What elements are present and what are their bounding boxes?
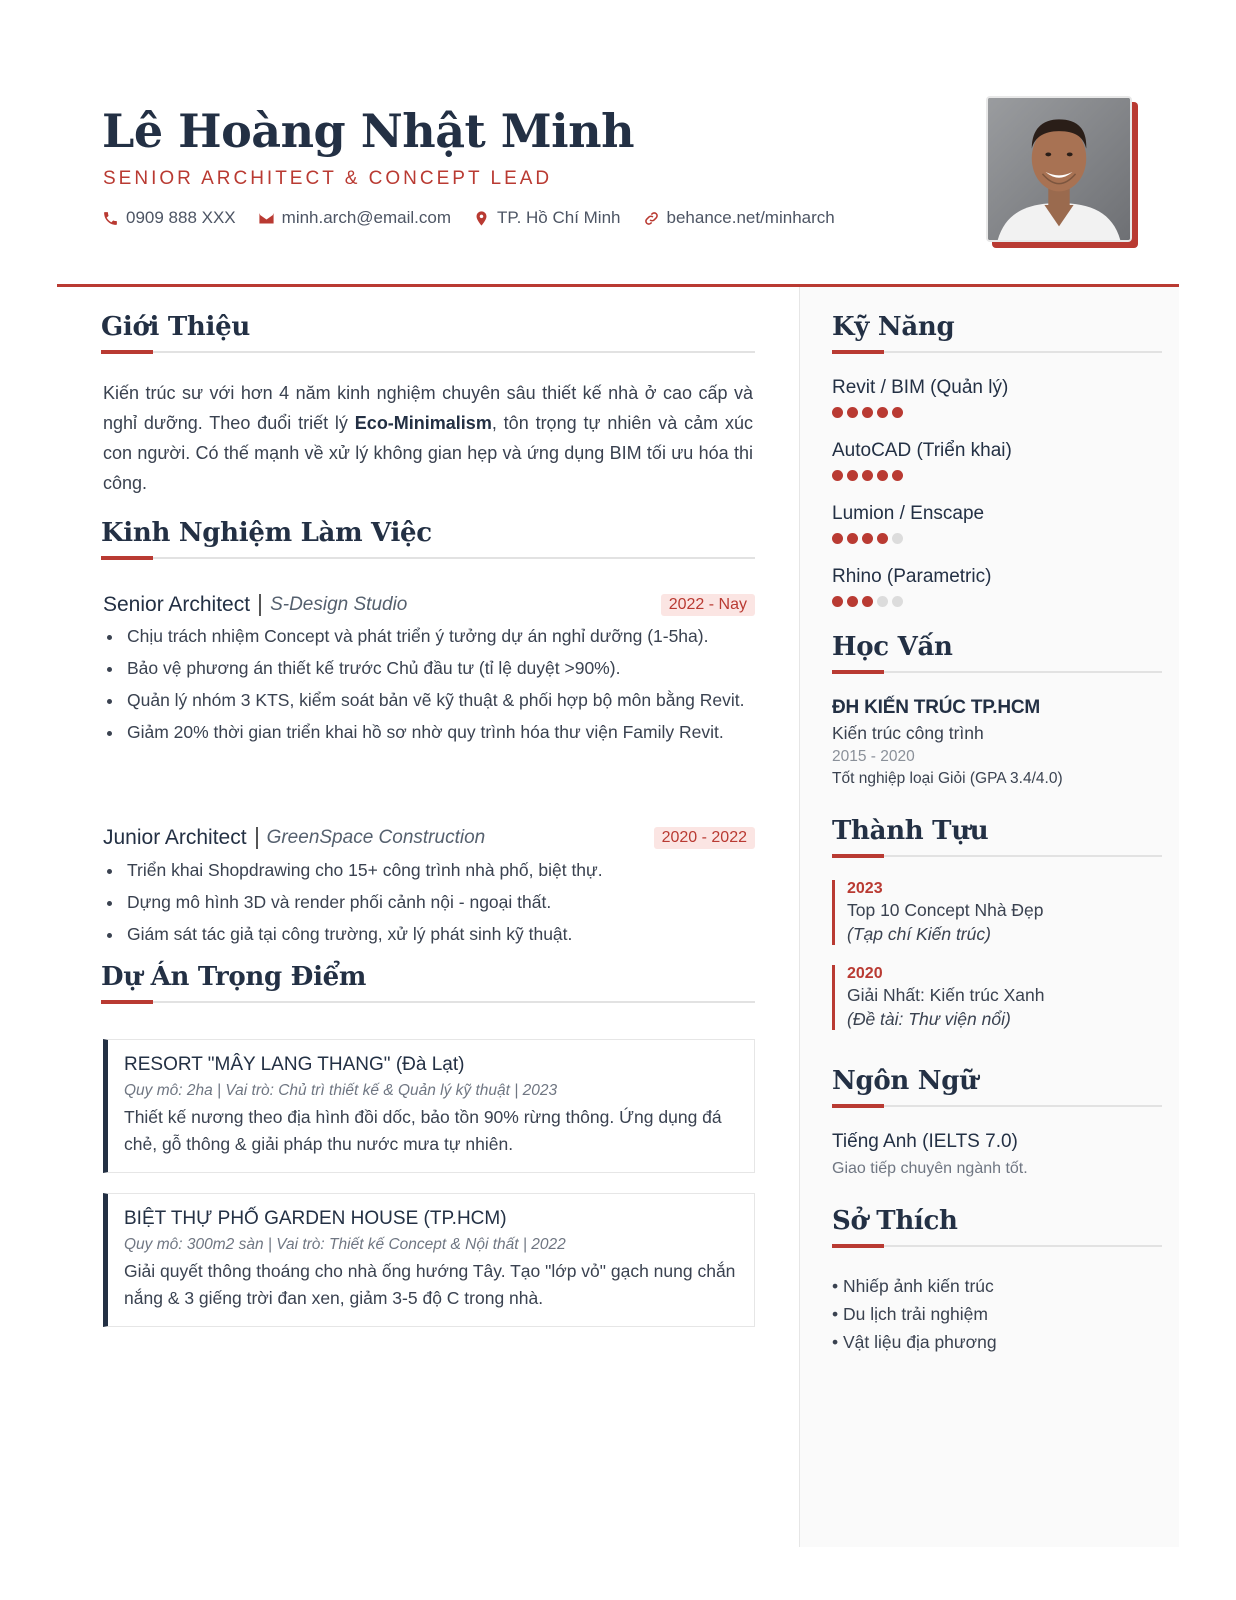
link-icon bbox=[643, 210, 660, 227]
website-text: behance.net/minharch bbox=[666, 208, 835, 227]
section-intro bbox=[101, 312, 755, 355]
job-company: GreenSpace Construction bbox=[266, 827, 486, 848]
envelope-icon bbox=[258, 210, 275, 227]
skill-rating bbox=[832, 407, 1162, 418]
section-rule bbox=[832, 1103, 1162, 1109]
job-header bbox=[103, 825, 755, 851]
portrait-image bbox=[988, 98, 1130, 240]
rating-dot-filled bbox=[862, 533, 873, 544]
education-entry bbox=[832, 697, 1162, 788]
list-item: Giám sát tác giả tại công trường, xử lý phát sinh kỹ thuật. bbox=[103, 921, 755, 948]
list-item: Chịu trách nhiệm Concept và phát triển ý tưởng dự án nghỉ dưỡng (1-5ha). bbox=[103, 623, 755, 650]
education-major: Kiến trúc công trình bbox=[832, 723, 984, 743]
award-source: (Tạp chí Kiến trúc) bbox=[847, 924, 991, 944]
skill-rating bbox=[832, 533, 1162, 544]
education-note: Tốt nghiệp loại Giỏi (GPA 3.4/4.0) bbox=[832, 770, 1063, 787]
project-title: BIỆT THỰ PHỐ GARDEN HOUSE (TP.HCM) bbox=[124, 1208, 507, 1229]
contact-phone[interactable] bbox=[102, 208, 236, 228]
list-item: • Vật liệu địa phương bbox=[832, 1328, 997, 1356]
section-skills bbox=[832, 312, 1162, 355]
job-role: Junior Architect bbox=[103, 826, 247, 849]
rating-dot-filled bbox=[847, 407, 858, 418]
section-rule bbox=[101, 555, 755, 561]
rating-dot-filled bbox=[862, 596, 873, 607]
rating-dot-empty bbox=[877, 596, 888, 607]
skill-rating bbox=[832, 596, 1162, 607]
skill-rating bbox=[832, 470, 1162, 481]
section-rule bbox=[832, 1243, 1162, 1249]
award-item bbox=[832, 880, 1162, 945]
section-education bbox=[832, 632, 1162, 675]
hobby-list bbox=[832, 1272, 997, 1356]
section-heading: Sở Thích bbox=[832, 1206, 958, 1236]
rating-dot-empty bbox=[892, 533, 903, 544]
section-heading: Thành Tựu bbox=[832, 816, 989, 846]
list-item: • Du lịch trải nghiệm bbox=[832, 1300, 997, 1328]
rating-dot-filled bbox=[832, 470, 843, 481]
email-text: minh.arch@email.com bbox=[281, 208, 452, 227]
section-experience bbox=[101, 518, 755, 561]
project-meta: Quy mô: 2ha | Vai trò: Chủ trì thiết kế & Quản lý kỹ thuật | 2023 bbox=[124, 1082, 558, 1099]
section-rule bbox=[101, 999, 755, 1005]
rating-dot-filled bbox=[892, 407, 903, 418]
project-card bbox=[103, 1039, 755, 1173]
list-item: • Nhiếp ảnh kiến trúc bbox=[832, 1272, 997, 1300]
award-year: 2023 bbox=[847, 880, 883, 897]
skill-name: Lumion / Enscape bbox=[832, 503, 985, 524]
rating-dot-filled bbox=[877, 407, 888, 418]
section-rule bbox=[832, 669, 1162, 675]
intro-paragraph: Kiến trúc sư với hơn 4 năm kinh nghiệm chuyên sâu thiết kế nhà ở cao cấp và nghỉ dưỡng. Theo đuổi triết lý Eco-Minimalism, tôn trọng tự nhiên và cảm xúc con người. Có thế mạnh về xử lý không gian hẹp và ứng dụng BIM tối ưu hóa thi công. bbox=[103, 383, 753, 493]
skill-item bbox=[832, 440, 1162, 481]
award-name: Giải Nhất: Kiến trúc Xanh bbox=[847, 985, 1045, 1005]
profile-photo bbox=[986, 96, 1138, 248]
rating-dot-filled bbox=[847, 533, 858, 544]
job-bullets bbox=[103, 623, 755, 751]
list-item: Quản lý nhóm 3 KTS, kiểm soát bản vẽ kỹ thuật & phối hợp bộ môn bằng Revit. bbox=[103, 687, 755, 714]
rating-dot-filled bbox=[832, 533, 843, 544]
skill-item bbox=[832, 377, 1162, 418]
section-rule bbox=[832, 349, 1162, 355]
contact-bar bbox=[102, 207, 857, 229]
philosophy-highlight: Eco-Minimalism bbox=[354, 413, 492, 433]
rating-dot-filled bbox=[847, 596, 858, 607]
project-description: Thiết kế nương theo địa hình đồi dốc, bảo tồn 90% rừng thông. Ứng dụng đá chẻ, gỗ thông & giải pháp thu nước mưa tự nhiên. bbox=[124, 1107, 722, 1154]
rating-dot-filled bbox=[832, 407, 843, 418]
award-year: 2020 bbox=[847, 965, 883, 982]
rating-dot-filled bbox=[862, 470, 873, 481]
project-meta: Quy mô: 300m2 sàn | Vai trò: Thiết kế Concept & Nội thất | 2022 bbox=[124, 1236, 566, 1253]
skill-item bbox=[832, 566, 1162, 607]
skill-name: AutoCAD (Triển khai) bbox=[832, 440, 1012, 461]
project-card bbox=[103, 1193, 755, 1327]
education-school: ĐH KIẾN TRÚC TP.HCM bbox=[832, 697, 1041, 718]
candidate-name: Lê Hoàng Nhật Minh bbox=[102, 104, 635, 158]
rating-dot-filled bbox=[877, 533, 888, 544]
section-heading: Học Vấn bbox=[832, 632, 953, 662]
contact-website[interactable] bbox=[643, 208, 835, 228]
job-company: S-Design Studio bbox=[270, 594, 408, 615]
section-projects bbox=[101, 962, 755, 1005]
rating-dot-empty bbox=[892, 596, 903, 607]
section-rule bbox=[101, 349, 755, 355]
section-awards bbox=[832, 816, 1162, 859]
list-item: Dựng mô hình 3D và render phối cảnh nội - ngoại thất. bbox=[103, 889, 755, 916]
rating-dot-filled bbox=[847, 470, 858, 481]
job-header bbox=[103, 592, 755, 618]
skill-item bbox=[832, 503, 1162, 544]
language-name: Tiếng Anh (IELTS 7.0) bbox=[832, 1131, 1018, 1152]
job-title: SENIOR ARCHITECT & CONCEPT LEAD bbox=[103, 168, 553, 189]
language-note: Giao tiếp chuyên ngành tốt. bbox=[832, 1160, 1028, 1177]
education-years: 2015 - 2020 bbox=[832, 748, 915, 765]
section-languages bbox=[832, 1066, 1162, 1109]
job-bullets bbox=[103, 857, 755, 953]
section-heading: Giới Thiệu bbox=[101, 312, 250, 342]
map-pin-icon bbox=[473, 210, 490, 227]
award-source: (Đề tài: Thư viện nổi) bbox=[847, 1009, 1011, 1029]
section-rule bbox=[832, 853, 1162, 859]
phone-icon bbox=[102, 210, 119, 227]
skill-name: Revit / BIM (Quản lý) bbox=[832, 377, 1009, 398]
job-date-badge: 2022 - Nay bbox=[661, 594, 755, 616]
language-entry bbox=[832, 1131, 1162, 1178]
rating-dot-filled bbox=[877, 470, 888, 481]
contact-location bbox=[473, 208, 620, 228]
phone-text: 0909 888 XXX bbox=[126, 208, 236, 227]
section-heading: Ngôn Ngữ bbox=[832, 1066, 978, 1096]
avatar bbox=[986, 96, 1132, 242]
job-divider bbox=[256, 827, 258, 849]
rating-dot-filled bbox=[832, 596, 843, 607]
job-divider bbox=[259, 594, 261, 616]
job-role: Senior Architect bbox=[103, 593, 251, 616]
project-description: Giải quyết thông thoáng cho nhà ống hướng Tây. Tạo "lớp vỏ" gạch nung chắn nắng & 3 giếng trời đan xen, giảm 3-5 độ C trong nhà. bbox=[124, 1261, 736, 1308]
award-item bbox=[832, 965, 1162, 1030]
list-item: Bảo vệ phương án thiết kế trước Chủ đầu tư (tỉ lệ duyệt >90%). bbox=[103, 655, 755, 682]
award-name: Top 10 Concept Nhà Đẹp bbox=[847, 900, 1044, 920]
section-hobbies bbox=[832, 1206, 1162, 1249]
rating-dot-filled bbox=[862, 407, 873, 418]
list-item: Giảm 20% thời gian triển khai hồ sơ nhờ quy trình hóa thư viện Family Revit. bbox=[103, 719, 755, 746]
section-heading: Kỹ Năng bbox=[832, 312, 955, 342]
list-item: Triển khai Shopdrawing cho 15+ công trình nhà phố, biệt thự. bbox=[103, 857, 755, 884]
section-heading: Kinh Nghiệm Làm Việc bbox=[101, 518, 432, 548]
location-text: TP. Hồ Chí Minh bbox=[497, 208, 621, 227]
contact-email[interactable] bbox=[258, 208, 451, 228]
skill-name: Rhino (Parametric) bbox=[832, 566, 992, 587]
job-date-badge: 2020 - 2022 bbox=[654, 827, 755, 849]
rating-dot-filled bbox=[892, 470, 903, 481]
project-title: RESORT "MÂY LANG THANG" (Đà Lạt) bbox=[124, 1054, 465, 1075]
section-heading: Dự Án Trọng Điểm bbox=[101, 962, 367, 992]
